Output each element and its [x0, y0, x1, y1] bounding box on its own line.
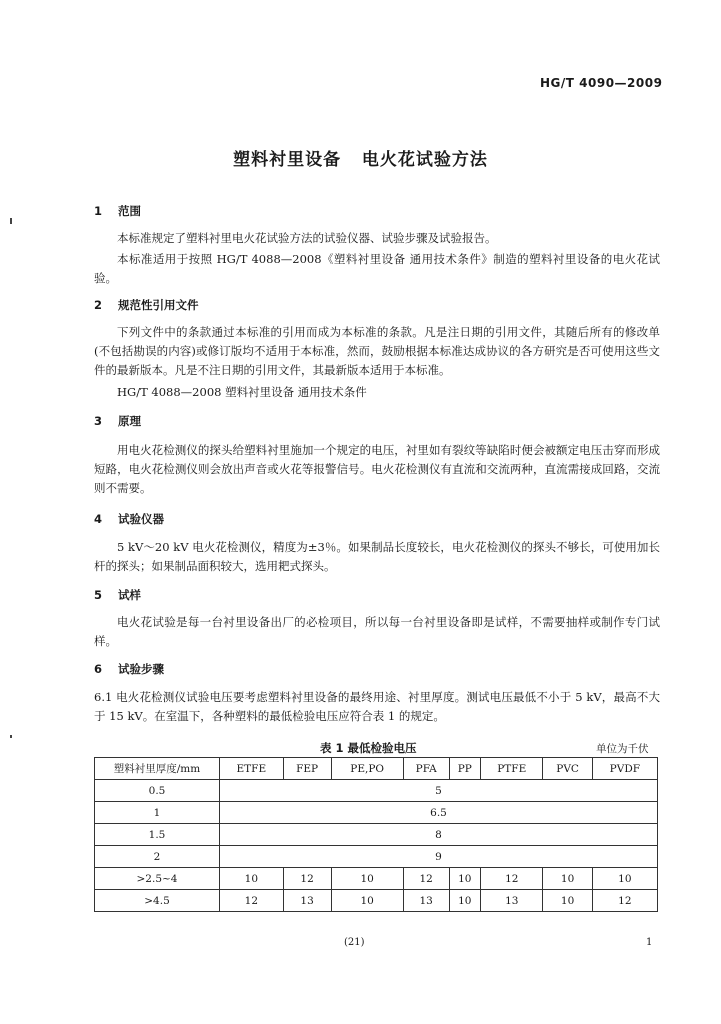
- section-1-para-2: 本标准适用于按照 HG/T 4088—2008《塑料衬里设备 通用技术条件》制造的塑料衬里设备的电火花试验。: [94, 252, 660, 285]
- voltage-cell: 10: [331, 890, 403, 912]
- table-header-row: [95, 758, 658, 780]
- section-6-1-para: 6.1 电火花检测仪试验电压要考虑塑料衬里设备的最终用途、衬里厚度。测试电压最低不小于 5 kV，最高不大于 15 kV。在室温下，各种塑料的最低检验电压应符合表 1 的规定。: [94, 690, 660, 723]
- thickness-cell: >2.5~4: [95, 868, 220, 890]
- section-5-heading: 5 试样: [94, 588, 141, 602]
- header-pfa: PFA: [403, 758, 449, 780]
- header-pvc: PVC: [543, 758, 592, 780]
- header-thickness: 塑料衬里厚度/mm: [95, 758, 220, 780]
- voltage-cell: 5: [220, 780, 658, 802]
- thickness-cell: 2: [95, 846, 220, 868]
- title-part-1: 塑料衬里设备: [233, 150, 342, 170]
- section-4-heading: 4 试验仪器: [94, 512, 164, 526]
- voltage-cell: 10: [449, 890, 480, 912]
- voltage-cell: 13: [403, 890, 449, 912]
- section-3-heading: 3 原理: [94, 414, 141, 428]
- page-title: [0, 145, 721, 170]
- voltage-cell: 10: [543, 868, 592, 890]
- voltage-cell: 12: [481, 868, 543, 890]
- section-2-para-1: 下列文件中的条款通过本标准的引用而成为本标准的条款。凡是注日期的引用文件，其随后所有的修改单(不包括勘误的内容)或修订版均不适用于本标准，然而，鼓励根据本标准达成协议的各方研究是否可使用这些文件的最新版本。凡是不注日期的引用文件，其最新版本适用于本标准。: [94, 325, 660, 377]
- voltage-cell: 12: [220, 890, 284, 912]
- table-caption: 表 1 最低检验电压: [320, 741, 417, 755]
- title-part-2: 电火花试验方法: [361, 150, 488, 170]
- section-1-heading: 1 范围: [94, 204, 141, 218]
- normative-reference: HG/T 4088—2008 塑料衬里设备 通用技术条件: [117, 385, 367, 399]
- voltage-cell: 10: [592, 868, 657, 890]
- section-6-heading: 6 试验步骤: [94, 662, 164, 676]
- voltage-cell: 13: [481, 890, 543, 912]
- voltage-cell: 13: [283, 890, 331, 912]
- header-pp: PP: [449, 758, 480, 780]
- min-test-voltage-table: [94, 757, 658, 912]
- thickness-cell: 1: [95, 802, 220, 824]
- table-row: [95, 846, 658, 868]
- voltage-cell: 10: [543, 890, 592, 912]
- voltage-cell: 12: [403, 868, 449, 890]
- header-pe-po: PE,PO: [331, 758, 403, 780]
- section-3-para-1: 用电火花检测仪的探头给塑料衬里施加一个规定的电压，衬里如有裂纹等缺陷时便会被额定电压击穿而形成短路，电火花检测仪则会放出声音或火花等报警信号。电火花检测仪有直流和交流两种，直流需接成回路，交流则不需要。: [94, 443, 660, 495]
- voltage-cell: 10: [220, 868, 284, 890]
- standard-number: HG/T 4090—2009: [540, 76, 663, 90]
- table-row: [95, 780, 658, 802]
- page-number: (21): [344, 937, 365, 948]
- table-row: [95, 802, 658, 824]
- thickness-cell: 1.5: [95, 824, 220, 846]
- header-etfe: ETFE: [220, 758, 284, 780]
- scan-speck: [10, 218, 12, 224]
- section-5-para-1: 电火花试验是每一台衬里设备出厂的必检项目，所以每一台衬里设备即是试样，不需要抽样或制作专门试样。: [94, 615, 660, 648]
- voltage-cell: 10: [331, 868, 403, 890]
- header-fep: FEP: [283, 758, 331, 780]
- voltage-cell: 8: [220, 824, 658, 846]
- voltage-cell: 10: [449, 868, 480, 890]
- thickness-cell: >4.5: [95, 890, 220, 912]
- table-row: [95, 890, 658, 912]
- section-1-para-1: 本标准规定了塑料衬里电火花试验方法的试验仪器、试验步骤及试验报告。: [117, 231, 497, 245]
- header-pvdf: PVDF: [592, 758, 657, 780]
- thickness-cell: 0.5: [95, 780, 220, 802]
- voltage-cell: 12: [283, 868, 331, 890]
- scan-speck: [10, 735, 12, 738]
- voltage-cell: 12: [592, 890, 657, 912]
- section-4-para-1: 5 kV～20 kV 电火花检测仪，精度为±3％。如果制品长度较长，电火花检测仪的探头不够长，可使用加长杆的探头；如果制品面积较大，选用耙式探头。: [94, 540, 660, 573]
- corner-mark: 1: [646, 937, 653, 948]
- section-2-heading: 2 规范性引用文件: [94, 298, 199, 312]
- table-row: [95, 824, 658, 846]
- voltage-cell: 9: [220, 846, 658, 868]
- table-row: [95, 868, 658, 890]
- table-unit: 单位为千伏: [596, 743, 649, 755]
- voltage-cell: 6.5: [220, 802, 658, 824]
- header-ptfe: PTFE: [481, 758, 543, 780]
